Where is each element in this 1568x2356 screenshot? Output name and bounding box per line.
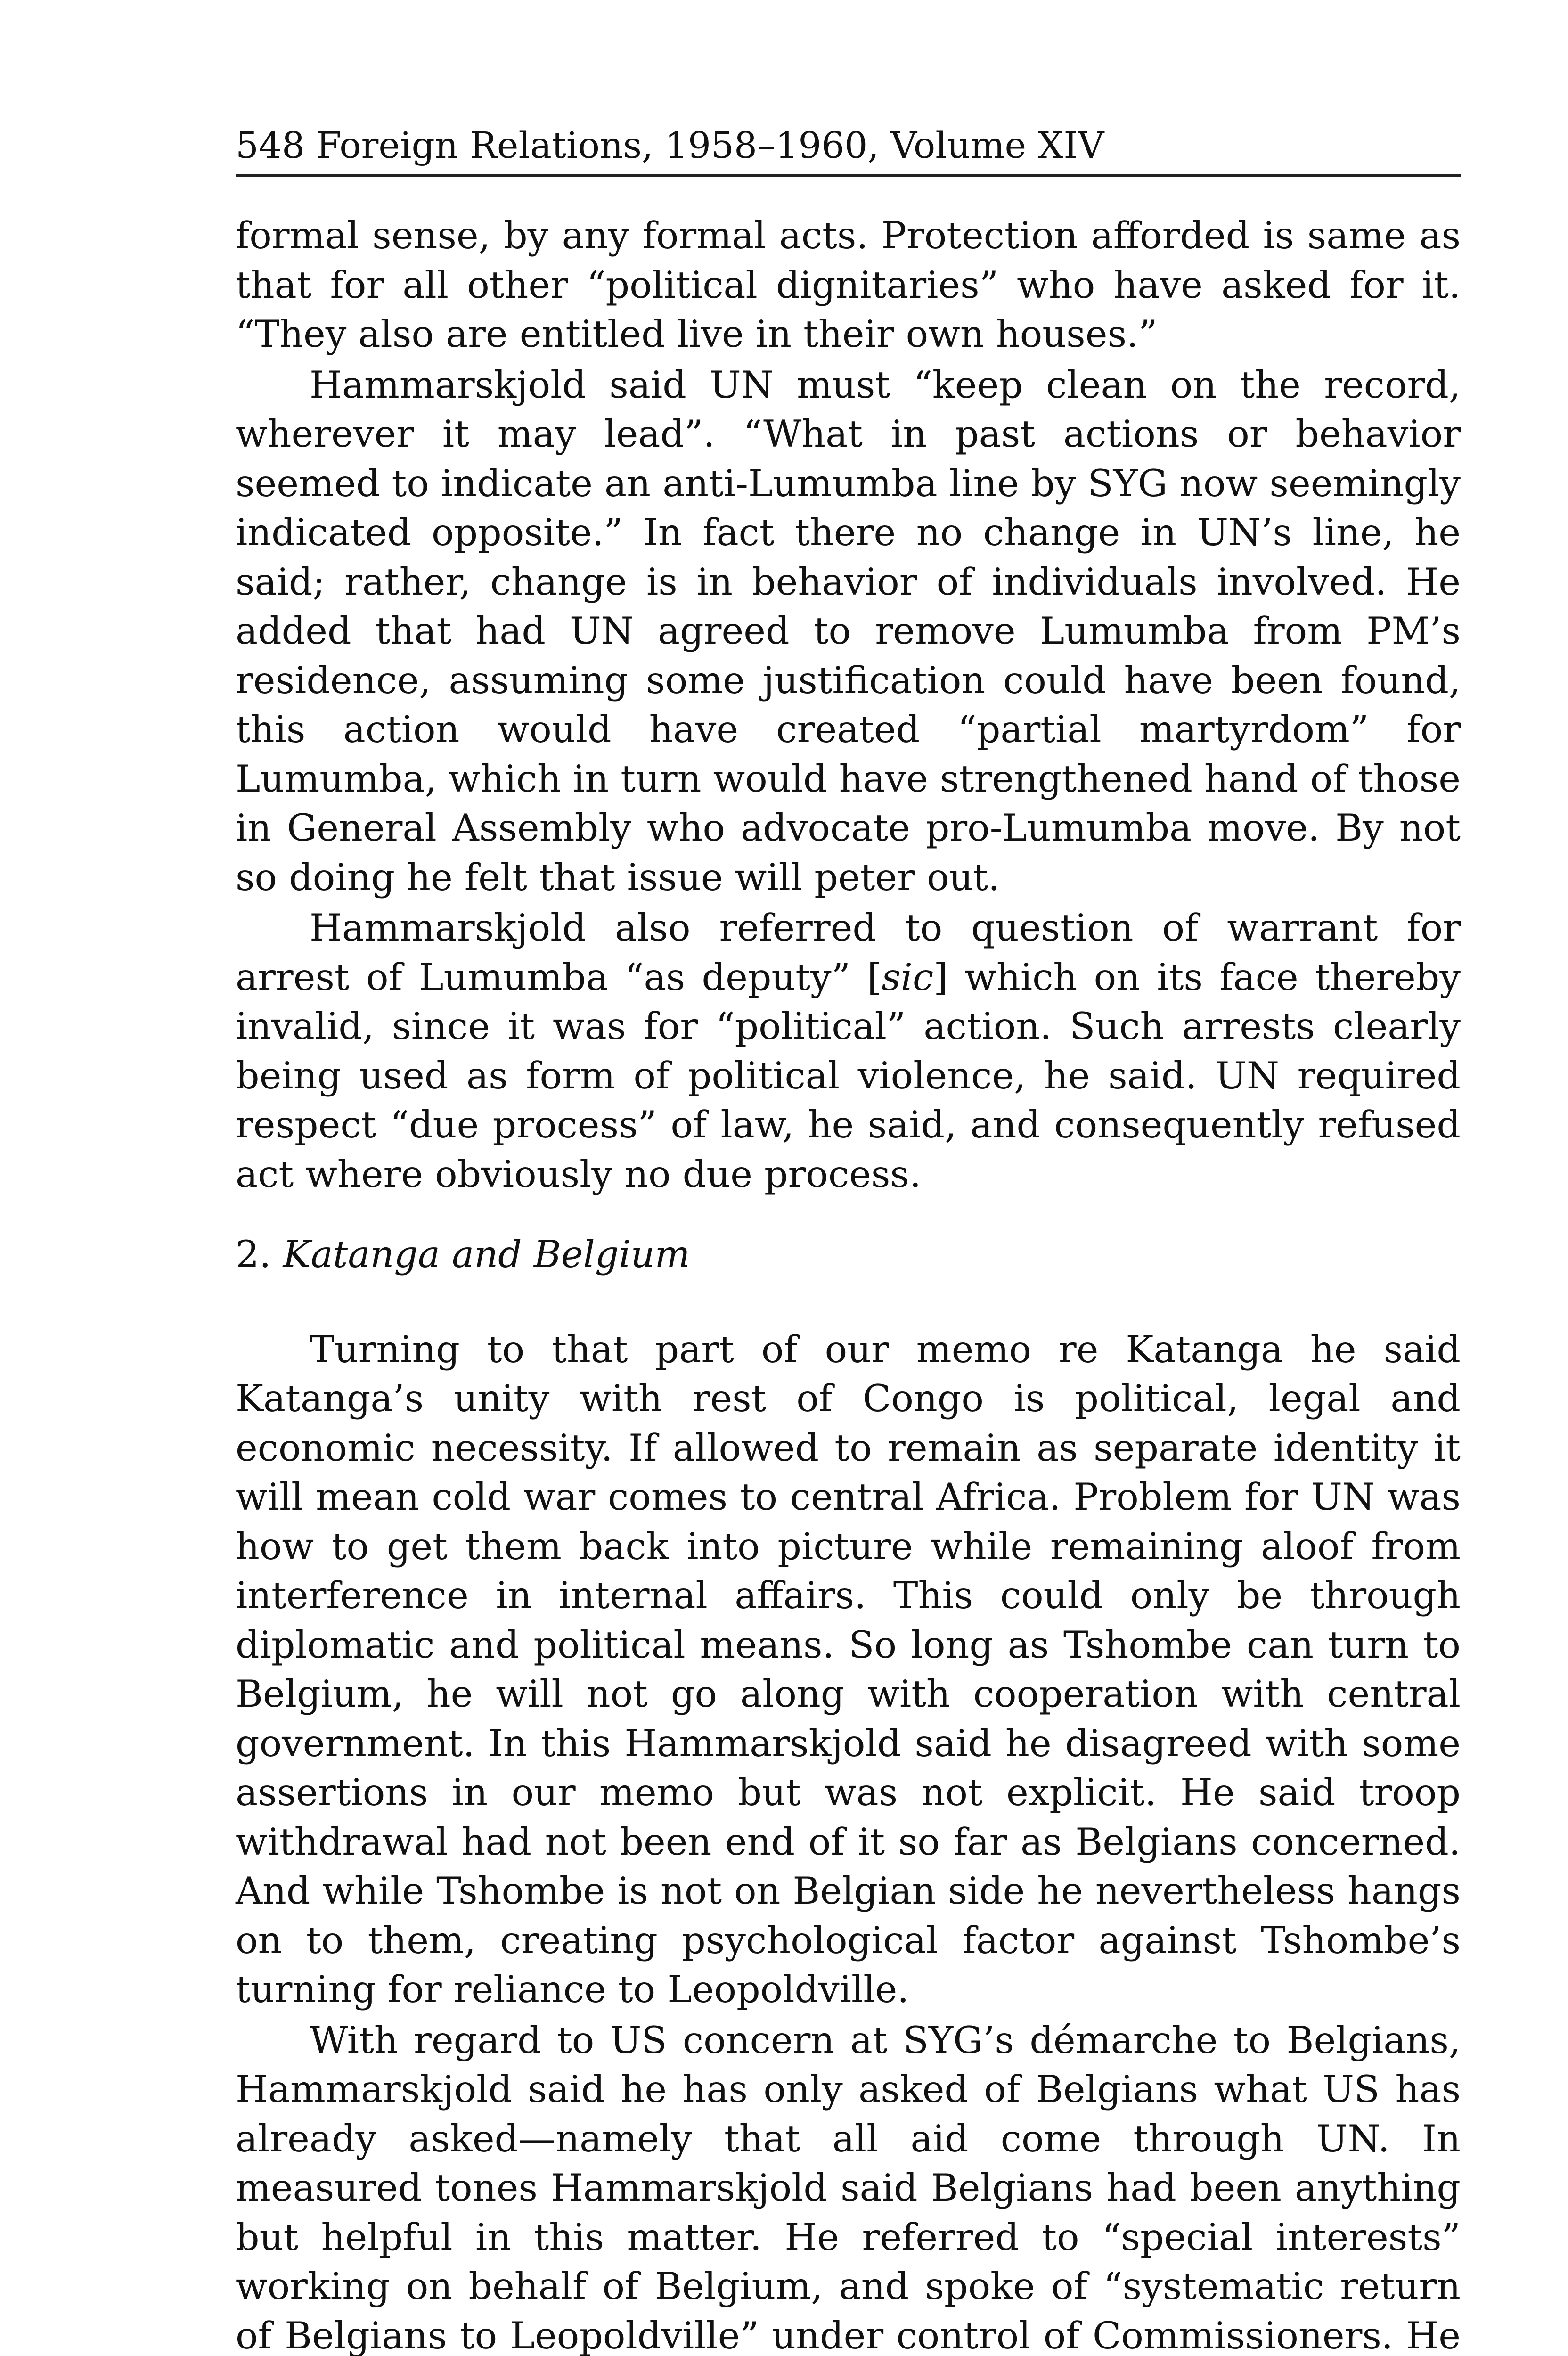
section-number: 2. (236, 1233, 271, 1276)
paragraph-keep-clean: Hammarskjold said UN must “keep clean on the record, wherever it may lead”. “What in past actions or behavior seemed to indicate an anti-Lumumba line by SYG now seemingly indicated opposite.” In fact there no change in UN’s line, he said; rather, change is in behavior of individuals involved. He added that had UN agreed to remove Lumumba from PM’s residence, assuming some justification could have been found, this action would have created “partial martyrdom” for Lumumba, which in turn would have strengthened hand of those in General Assembly who advocate pro-Lumumba move. By not so doing he felt that issue will peter out. (236, 363, 1461, 899)
warrant-text-end: ] which on its face thereby invalid, since it was for “political” action. Such arrests clearly being used as form of political violence, he said. UN required respect “due process” of law, he said, and consequently refused act where obviously no due process. (236, 955, 1461, 1196)
header-rule (236, 174, 1461, 177)
sic-notation: sic (882, 955, 934, 999)
section-heading (236, 1230, 1461, 1279)
running-head (236, 125, 1461, 177)
page-number: 548 (236, 125, 305, 167)
paragraph-continued: formal sense, by any formal acts. Protection afforded is same as that for all other “political dignitaries” who have asked for it. “They also are entitled live in their own houses.” (236, 214, 1461, 356)
paragraph-warrant (236, 903, 1461, 1199)
section-title: Katanga and Belgium (283, 1233, 690, 1276)
paragraph-katanga-unity: Turning to that part of our memo re Katanga he said Katanga’s unity with rest of Congo is political, legal and economic necessity. If allowed to remain as separate identity it will mean cold war comes to central Africa. Problem for UN was how to get them back into picture while remaining aloof from interference in internal affairs. This could only be through diplomatic and political means. So long as Tshombe can turn to Belgium, he will not go along with cooperation with central government. In this Hammarskjold said he disagreed with some assertions in our memo but was not explicit. He said troop withdrawal had not been end of it so far as Belgians concerned. And while Tshombe is not on Belgian side he nevertheless hangs on to them, creating psychological factor against Tshombe’s turning for reliance to Leopoldville. (236, 1327, 1461, 2011)
body-text (236, 211, 1461, 2356)
warrant-text-start: Hammarskjold also referred to question of warrant for arrest of Lumumba “as deputy” [ (236, 906, 1461, 999)
publication-title: Foreign Relations, 1958–1960, Volume XIV (316, 125, 1104, 167)
paragraph-belgian-demarche: With regard to US concern at SYG’s démarche to Belgians, Hammarskjold said he has only asked of Belgians what US has already asked—namely that all aid come through UN. In measured tones Hammarskjold said Belgians had been anything but helpful in this matter. He referred to “special interests” working on behalf of Belgium, and spoke of “systematic return of Belgians to Leopoldville” under control of Commissioners. He (236, 2018, 1461, 2356)
